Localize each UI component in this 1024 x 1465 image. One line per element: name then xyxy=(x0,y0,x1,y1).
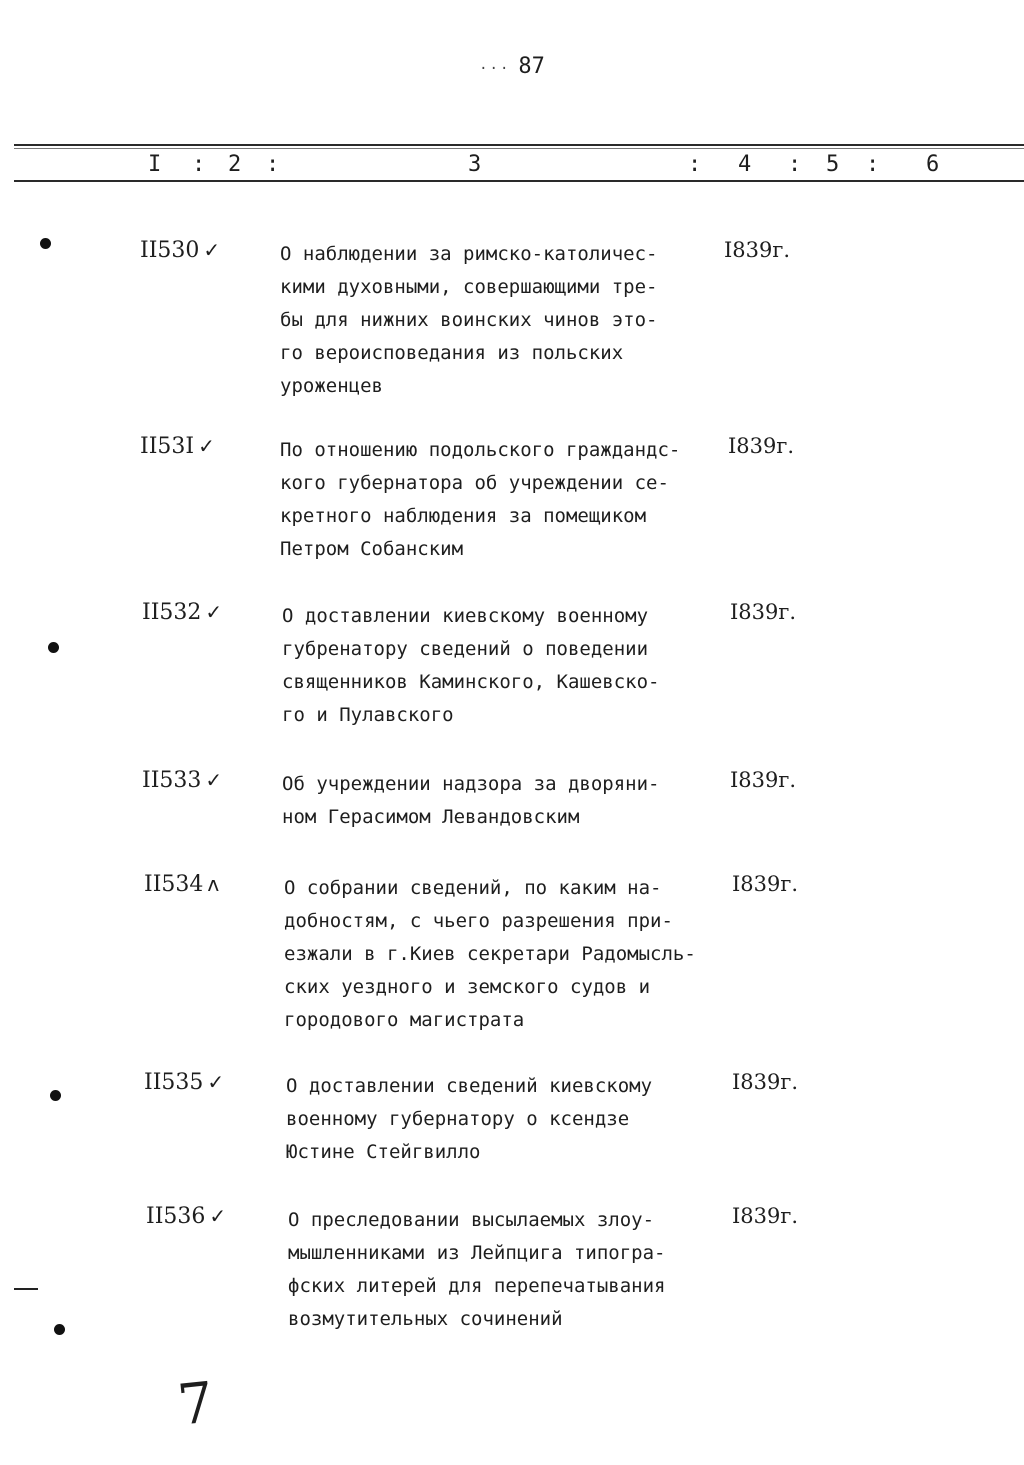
punch-hole-dot xyxy=(40,238,51,249)
check-mark-icon: ʌ xyxy=(207,872,220,896)
col-header-1: I xyxy=(148,152,162,177)
col-sep-1: : xyxy=(192,152,206,177)
col-header-5: 5 xyxy=(826,152,840,177)
header-rule-top-thin xyxy=(14,148,1024,149)
margin-dash xyxy=(14,1288,38,1290)
record-number: II536 ✓ xyxy=(146,1204,227,1229)
record-year: I839г. xyxy=(732,1204,799,1228)
record-year: I839г. xyxy=(728,434,795,458)
record-number: II534 ʌ xyxy=(144,872,220,897)
record-number: II530 ✓ xyxy=(140,238,221,263)
col-header-4: 4 xyxy=(738,152,752,177)
record-description: О преследовании высылаемых злоу- мышленниками из Лейпцига типогра- фских литерей для перепечатывания возмутительных сочинений xyxy=(288,1209,666,1330)
col-sep-4: : xyxy=(788,152,802,177)
header-rule-bottom xyxy=(14,180,1024,182)
record-number: II535 ✓ xyxy=(144,1070,225,1095)
check-mark-icon: ✓ xyxy=(209,1204,227,1228)
record-description: О наблюдении за римско-католичес- кими духовными, совершающими тре- бы для нижних воинских чинов это- го вероисповедания из польских уроженцев xyxy=(280,243,658,397)
record-number: II532 ✓ xyxy=(142,600,223,625)
punch-hole-dot xyxy=(54,1324,65,1335)
record-number: II53I ✓ xyxy=(140,434,215,459)
check-mark-icon: ✓ xyxy=(203,238,221,262)
handwritten-mark: 7 xyxy=(174,1370,217,1439)
col-sep-5: : xyxy=(866,152,880,177)
record-description: По отношению подольского граждандс- кого губернатора об учреждении се- кретного наблюдения за помещиком Петром Собанским xyxy=(280,439,681,560)
page-number-value: 87 xyxy=(518,54,545,79)
page-mark: ... xyxy=(479,57,511,73)
check-mark-icon: ✓ xyxy=(207,1070,225,1094)
record-description: О доставлении сведений киевскому военному губернатору о ксендзе Юстине Стейгвилло xyxy=(286,1075,653,1163)
check-mark-icon: ✓ xyxy=(198,434,215,458)
record-year: I839г. xyxy=(730,768,797,792)
record-number: II533 ✓ xyxy=(142,768,223,793)
header-rule-top xyxy=(14,144,1024,146)
col-sep-2: : xyxy=(266,152,280,177)
col-header-2: 2 xyxy=(228,152,242,177)
punch-hole-dot xyxy=(48,642,59,653)
record-year: I839г. xyxy=(732,1070,799,1094)
record-year: I839г. xyxy=(724,238,791,262)
record-year: I839г. xyxy=(730,600,797,624)
check-mark-icon: ✓ xyxy=(205,768,223,792)
record-description: О доставлении киевскому военному губренатору сведений о поведении священников Каминского, Кашевско- го и Пулавского xyxy=(282,605,660,726)
page-number xyxy=(0,54,1024,79)
col-sep-3: : xyxy=(688,152,702,177)
record-year: I839г. xyxy=(732,872,799,896)
check-mark-icon: ✓ xyxy=(205,600,223,624)
punch-hole-dot xyxy=(50,1090,61,1101)
col-header-3: 3 xyxy=(468,152,482,177)
record-description: Об учреждении надзора за дворяни- ном Герасимом Левандовским xyxy=(282,773,660,828)
record-description: О собрании сведений, по каким на- добностям, с чьего разрешения при- езжали в г.Киев секретари Радомысль- ских уездного и земского судов и городового магистрата xyxy=(284,877,696,1031)
col-header-6: 6 xyxy=(926,152,940,177)
